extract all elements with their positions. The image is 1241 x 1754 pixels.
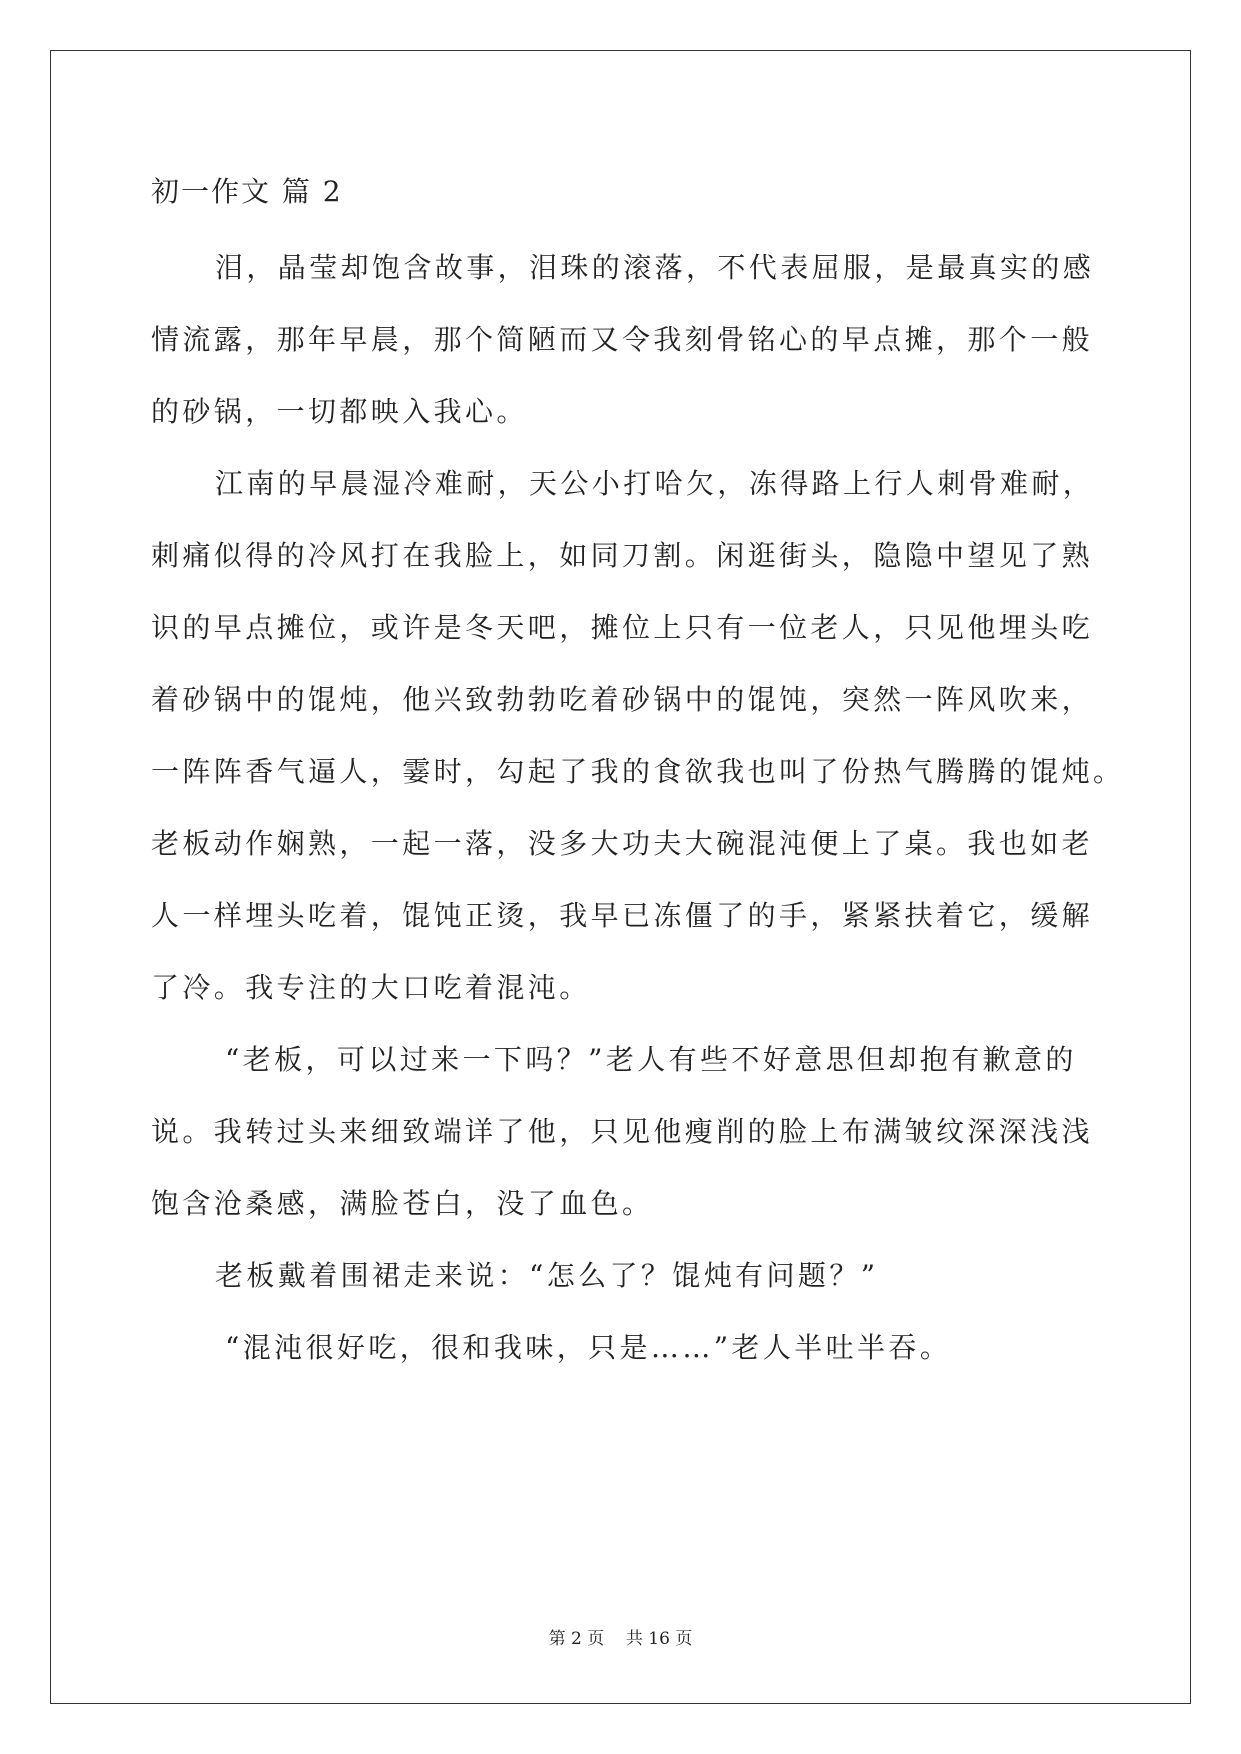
paragraph-line: “老板，可以过来一下吗？”老人有些不好意思但却抱有歉意的 <box>225 1043 1077 1076</box>
page-number: 第 2 页 共 16 页 <box>548 1629 693 1649</box>
paragraph-line: 饱含沧桑感，满脸苍白，没了血色。 <box>151 1187 654 1220</box>
paragraph-line: 识的早点摊位，或许是冬天吧，摊位上只有一位老人，只见他埋头吃 <box>151 611 1094 644</box>
paragraph-line: 人一样埋头吃着，馄饨正烫，我早已冻僵了的手，紧紧扶着它，缓解 <box>151 899 1094 932</box>
essay-body <box>151 248 1125 1400</box>
paragraph-line: 江南的早晨湿冷难耐，天公小打哈欠，冻得路上行人刺骨难耐， <box>215 467 1095 500</box>
paragraph-line: 刺痛似得的冷风打在我脸上，如同刀割。闲逛街头，隐隐中望见了熟 <box>151 539 1094 572</box>
paragraph-line: 了冷。我专注的大口吃着混沌。 <box>151 971 591 1004</box>
paragraph-line: 情流露，那年早晨，那个简陋而又令我刻骨铭心的早点摊，那个一般 <box>151 323 1094 356</box>
essay-title: 初一作文 篇 2 <box>151 175 343 208</box>
paragraph-line: 的砂锅，一切都映入我心。 <box>151 395 528 428</box>
paragraph-line: “混沌很好吃，很和我味，只是……”老人半吐半吞。 <box>225 1331 952 1364</box>
paragraph-line: 着砂锅中的馄炖，他兴致勃勃吃着砂锅中的馄饨，突然一阵风吹来， <box>151 683 1094 716</box>
paragraph-line: 泪，晶莹却饱含故事，泪珠的滚落，不代表屈服，是最真实的感 <box>215 251 1095 284</box>
paragraph-line: 老板戴着围裙走来说：“怎么了？馄炖有问题？” <box>215 1259 879 1292</box>
paragraph-line: 一阵阵香气逼人，霎时，勾起了我的食欲我也叫了份热气腾腾的馄炖。 <box>151 755 1125 788</box>
paragraph-line: 老板动作娴熟，一起一落，没多大功夫大碗混沌便上了桌。我也如老 <box>151 827 1094 860</box>
paragraph-line: 说。我转过头来细致端详了他，只见他瘦削的脸上布满皱纹深深浅浅 <box>151 1115 1094 1148</box>
